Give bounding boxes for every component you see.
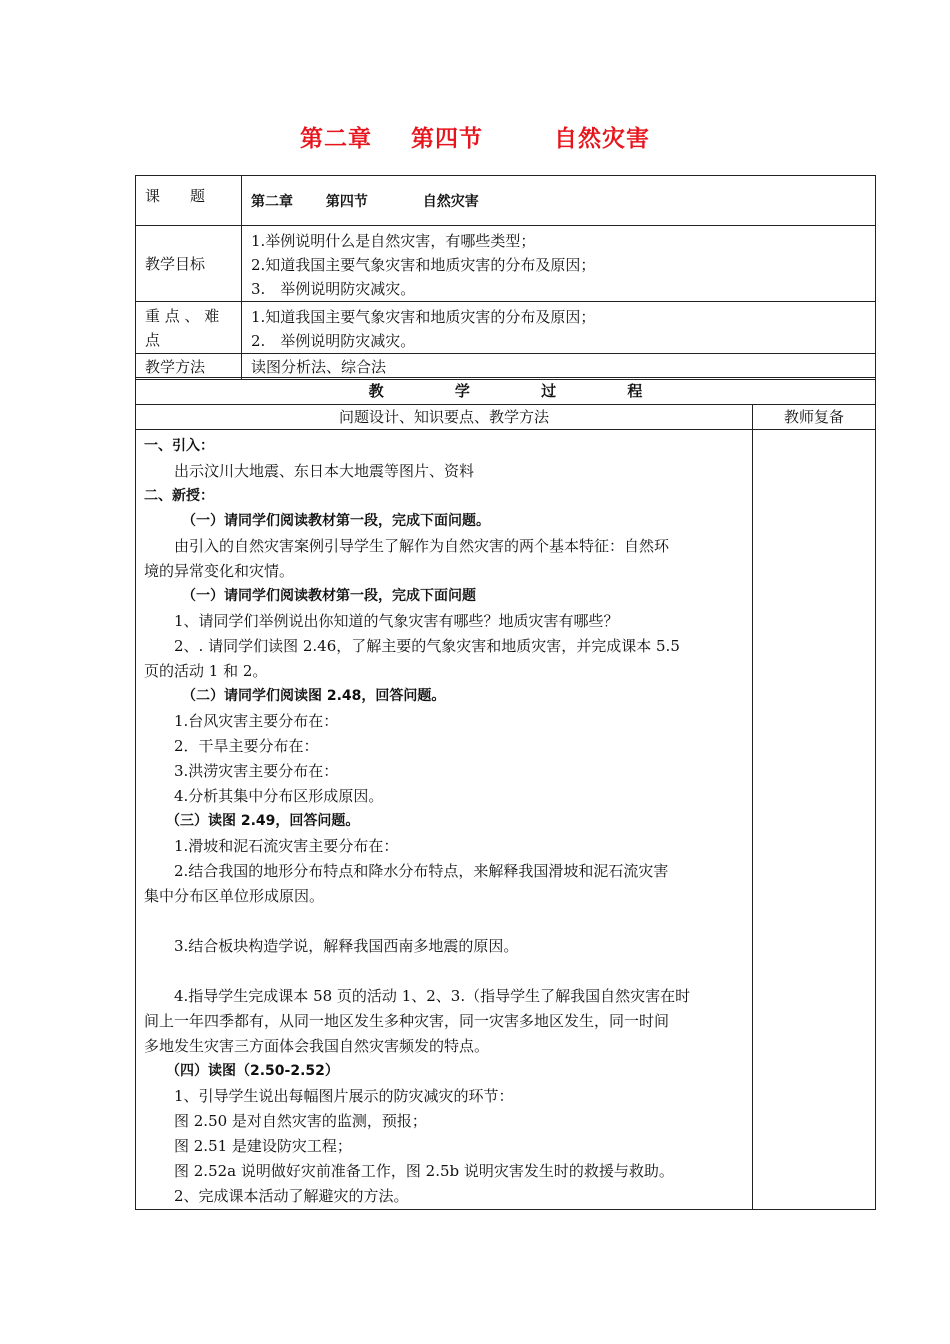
key-points-label <box>136 302 242 354</box>
content-line: 3.结合板块构造学说，解释我国西南多地震的原因。 <box>174 937 519 955</box>
content-line: 出示汶川大地震、东日本大地震等图片、资料 <box>174 462 475 480</box>
key-item: 1.知道我国主要气象灾害和地质灾害的分布及原因； <box>251 308 596 326</box>
title-topic: 自然灾害 <box>554 126 651 152</box>
key-item: 2. 举例说明防灾减灾。 <box>251 332 416 350</box>
content-line: 1.台风灾害主要分布在： <box>174 712 339 730</box>
content-line: 2.结合我国的地形分布特点和降水分布特点，来解释我国滑坡和泥石流灾害 <box>174 862 669 880</box>
content-line: 页的活动 1 和 2。 <box>144 662 268 680</box>
content-line: 由引入的自然灾害案例引导学生了解作为自然灾害的两个基本特征：自然环 <box>174 537 670 555</box>
process-header-row <box>136 405 876 430</box>
goal-item: 1.举例说明什么是自然灾害，有哪些类型； <box>251 232 536 250</box>
banner-char: 程 <box>627 382 643 400</box>
section-heading: 一、引入： <box>144 438 214 454</box>
process-banner <box>136 378 876 405</box>
goals-label-text: 教学目标 <box>145 254 206 273</box>
column-header-main: 问题设计、知识要点、教学方法 <box>136 405 753 430</box>
key-label-line2: 点 <box>145 331 161 349</box>
process-banner-row <box>136 378 876 405</box>
topic-section: 第四节 <box>325 194 368 210</box>
method-row <box>136 354 876 380</box>
method-label: 教学方法 <box>136 354 242 380</box>
column-header-side: 教师复备 <box>753 405 876 430</box>
subsection-heading: （四）读图（2.50-2.52） <box>166 1063 339 1079</box>
section-heading: 二、新授： <box>144 488 214 504</box>
teacher-notes-cell <box>753 430 876 1210</box>
process-content-row <box>136 430 876 1210</box>
topic-row <box>136 176 876 226</box>
content-line: 集中分布区单位形成原因。 <box>144 887 325 905</box>
goals-value <box>242 226 876 302</box>
content-line: 4.指导学生完成课本 58 页的活动 1、2、3.（指导学生了解我国自然灾害在时 <box>174 987 691 1005</box>
subsection-heading: （一）请同学们阅读教材第一段，完成下面问题。 <box>182 513 490 529</box>
content-line: 境的异常变化和灾情。 <box>144 562 295 580</box>
lesson-info-table <box>135 175 876 380</box>
title-section: 第四节 <box>411 126 483 152</box>
topic-name: 自然灾害 <box>422 194 479 210</box>
content-line: 间上一年四季都有，从同一地区发生多种灾害，同一灾害多地区发生，同一时间 <box>144 1012 670 1030</box>
content-line: 3.洪涝灾害主要分布在： <box>174 762 339 780</box>
content-line: 2．干旱主要分布在： <box>174 737 319 755</box>
topic-chapter: 第二章 <box>251 194 293 210</box>
content-line: 图 2.50 是对自然灾害的监测，预报； <box>174 1112 427 1130</box>
content-line: 多地发生灾害三方面体会我国自然灾害频发的特点。 <box>144 1037 490 1055</box>
content-line: 1.滑坡和泥石流灾害主要分布在： <box>174 837 399 855</box>
subsection-heading: （一）请同学们阅读教材第一段，完成下面问题 <box>182 588 476 604</box>
content-line: 2、完成课本活动了解避灾的方法。 <box>174 1187 409 1205</box>
document-title <box>0 120 950 153</box>
content-line: 图 2.52a 说明做好灾前准备工作，图 2.5b 说明灾害发生时的救援与救助。 <box>174 1162 674 1180</box>
teaching-process-table <box>135 377 876 1210</box>
content-line: 图 2.51 是建设防灾工程； <box>174 1137 352 1155</box>
key-points-value <box>242 302 876 354</box>
spacer <box>144 909 744 934</box>
banner-char: 教 <box>368 382 384 400</box>
content-line: 1、引导学生说出每幅图片展示的防灾减灾的环节： <box>174 1087 514 1105</box>
goals-row <box>136 226 876 302</box>
key-points-row <box>136 302 876 354</box>
title-chapter: 第二章 <box>299 126 372 152</box>
topic-value <box>242 176 876 226</box>
content-line: 1、请同学们举例说出你知道的气象灾害有哪些？地质灾害有哪些？ <box>174 612 619 630</box>
content-line: 4.分析其集中分布区形成原因。 <box>174 787 384 805</box>
topic-label: 课 题 <box>136 176 242 226</box>
banner-char: 过 <box>541 382 557 400</box>
subsection-heading: （三）读图 2.49，回答问题。 <box>166 813 360 829</box>
goals-label <box>136 226 242 302</box>
method-value: 读图分析法、综合法 <box>242 354 876 380</box>
subsection-heading: （二）请同学们阅读图 2.48，回答问题。 <box>182 688 446 704</box>
spacer <box>144 959 744 984</box>
goal-item: 2.知道我国主要气象灾害和地质灾害的分布及原因； <box>251 256 596 274</box>
process-content <box>136 430 753 1210</box>
content-line: 2、. 请同学们读图 2.46，了解主要的气象灾害和地质灾害，并完成课本 5.5 <box>174 637 680 655</box>
goal-item: 3. 举例说明防灾减灾。 <box>251 280 416 298</box>
key-label-line1: 重 点 、 难 <box>145 307 220 325</box>
banner-char: 学 <box>454 382 470 400</box>
